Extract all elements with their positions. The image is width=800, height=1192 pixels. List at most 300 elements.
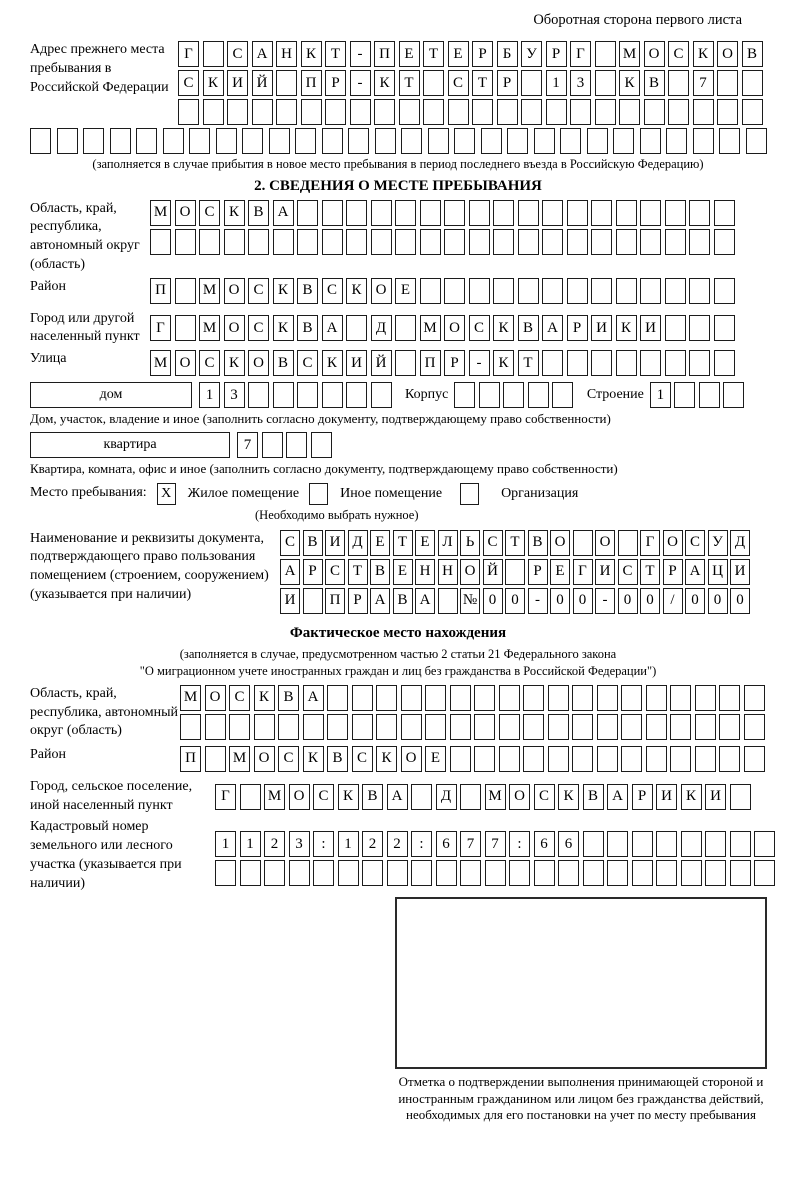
char-box[interactable] [591, 200, 612, 226]
char-box[interactable] [632, 831, 653, 857]
char-box[interactable]: О [289, 784, 310, 810]
char-box[interactable] [714, 350, 735, 376]
char-box[interactable]: Р [303, 559, 323, 585]
char-box[interactable] [621, 714, 642, 740]
char-box[interactable]: П [180, 746, 201, 772]
char-box[interactable] [507, 128, 528, 154]
char-box[interactable] [518, 229, 539, 255]
char-box[interactable] [674, 382, 695, 408]
char-box[interactable] [570, 99, 591, 125]
char-box[interactable]: Г [215, 784, 236, 810]
char-box[interactable] [742, 99, 763, 125]
char-box[interactable]: Д [436, 784, 457, 810]
char-box[interactable] [632, 860, 653, 886]
char-box[interactable]: 1 [650, 382, 671, 408]
char-box[interactable]: О [205, 685, 226, 711]
char-box[interactable]: : [411, 831, 432, 857]
char-box[interactable] [719, 714, 740, 740]
char-box[interactable] [723, 382, 744, 408]
char-box[interactable]: Р [632, 784, 653, 810]
char-box[interactable] [395, 229, 416, 255]
house-label-box[interactable]: дом [30, 382, 192, 408]
char-box[interactable]: О [401, 746, 422, 772]
char-box[interactable] [689, 315, 710, 341]
char-box[interactable] [420, 229, 441, 255]
char-box[interactable]: 0 [708, 588, 728, 614]
char-box[interactable]: Д [348, 530, 368, 556]
char-box[interactable] [189, 128, 210, 154]
char-box[interactable]: А [280, 559, 300, 585]
char-box[interactable]: П [420, 350, 441, 376]
char-box[interactable] [499, 685, 520, 711]
char-box[interactable] [136, 128, 157, 154]
char-box[interactable]: К [374, 70, 395, 96]
char-box[interactable]: К [346, 278, 367, 304]
char-box[interactable]: С [618, 559, 638, 585]
char-box[interactable] [523, 685, 544, 711]
char-box[interactable] [591, 278, 612, 304]
char-box[interactable]: И [346, 350, 367, 376]
char-box[interactable] [528, 382, 549, 408]
char-box[interactable] [327, 685, 348, 711]
char-box[interactable] [248, 229, 269, 255]
char-box[interactable]: Р [663, 559, 683, 585]
char-box[interactable] [619, 99, 640, 125]
char-box[interactable] [730, 831, 751, 857]
char-box[interactable] [558, 860, 579, 886]
organization-checkbox[interactable] [460, 483, 479, 505]
char-box[interactable]: К [558, 784, 579, 810]
char-box[interactable] [730, 784, 751, 810]
char-box[interactable]: Е [550, 559, 570, 585]
char-box[interactable] [450, 746, 471, 772]
char-box[interactable]: С [248, 315, 269, 341]
char-box[interactable]: Р [325, 70, 346, 96]
char-box[interactable] [203, 41, 224, 67]
char-box[interactable]: 3 [289, 831, 310, 857]
char-box[interactable]: 1 [546, 70, 567, 96]
char-box[interactable] [423, 70, 444, 96]
char-box[interactable]: С [483, 530, 503, 556]
char-box[interactable] [730, 860, 751, 886]
char-box[interactable]: В [303, 530, 323, 556]
char-box[interactable]: Д [730, 530, 750, 556]
char-box[interactable] [297, 200, 318, 226]
char-box[interactable] [714, 200, 735, 226]
char-box[interactable]: 6 [558, 831, 579, 857]
char-box[interactable] [399, 99, 420, 125]
char-box[interactable] [411, 860, 432, 886]
char-box[interactable]: О [248, 350, 269, 376]
char-box[interactable] [754, 831, 775, 857]
char-box[interactable]: В [393, 588, 413, 614]
char-box[interactable] [276, 70, 297, 96]
char-box[interactable] [640, 350, 661, 376]
char-box[interactable]: 6 [534, 831, 555, 857]
char-box[interactable]: № [460, 588, 480, 614]
char-box[interactable]: О [460, 559, 480, 585]
char-box[interactable] [560, 128, 581, 154]
char-box[interactable]: О [175, 200, 196, 226]
char-box[interactable] [523, 746, 544, 772]
char-box[interactable] [640, 128, 661, 154]
char-box[interactable] [262, 432, 283, 458]
char-box[interactable] [450, 714, 471, 740]
char-box[interactable] [199, 229, 220, 255]
char-box[interactable] [744, 714, 765, 740]
char-box[interactable] [521, 99, 542, 125]
char-box[interactable]: С [227, 41, 248, 67]
char-box[interactable]: К [224, 200, 245, 226]
char-box[interactable]: Т [393, 530, 413, 556]
char-box[interactable] [613, 128, 634, 154]
char-box[interactable]: Р [472, 41, 493, 67]
char-box[interactable]: В [297, 315, 318, 341]
char-box[interactable] [346, 200, 367, 226]
char-box[interactable] [666, 128, 687, 154]
char-box[interactable] [376, 685, 397, 711]
char-box[interactable]: 7 [485, 831, 506, 857]
char-box[interactable]: - [350, 41, 371, 67]
char-box[interactable]: Й [371, 350, 392, 376]
char-box[interactable] [572, 746, 593, 772]
char-box[interactable] [395, 350, 416, 376]
char-box[interactable] [269, 128, 290, 154]
char-box[interactable]: М [619, 41, 640, 67]
char-box[interactable]: К [493, 315, 514, 341]
char-box[interactable] [618, 530, 638, 556]
char-box[interactable]: А [273, 200, 294, 226]
char-box[interactable] [425, 685, 446, 711]
char-box[interactable] [311, 432, 332, 458]
char-box[interactable]: М [180, 685, 201, 711]
char-box[interactable] [595, 41, 616, 67]
char-box[interactable] [423, 99, 444, 125]
char-box[interactable] [665, 315, 686, 341]
char-box[interactable] [474, 746, 495, 772]
char-box[interactable] [450, 685, 471, 711]
char-box[interactable]: В [583, 784, 604, 810]
char-box[interactable] [163, 128, 184, 154]
char-box[interactable]: И [705, 784, 726, 810]
char-box[interactable]: Г [640, 530, 660, 556]
char-box[interactable] [295, 128, 316, 154]
char-box[interactable] [286, 432, 307, 458]
char-box[interactable] [719, 746, 740, 772]
char-box[interactable] [371, 382, 392, 408]
char-box[interactable]: Т [348, 559, 368, 585]
char-box[interactable] [387, 860, 408, 886]
char-box[interactable] [546, 99, 567, 125]
char-box[interactable]: О [717, 41, 738, 67]
char-box[interactable]: - [528, 588, 548, 614]
char-box[interactable]: А [322, 315, 343, 341]
char-box[interactable]: К [338, 784, 359, 810]
char-box[interactable] [573, 530, 593, 556]
char-box[interactable] [621, 685, 642, 711]
char-box[interactable]: А [685, 559, 705, 585]
char-box[interactable] [425, 714, 446, 740]
char-box[interactable] [616, 229, 637, 255]
char-box[interactable] [469, 278, 490, 304]
char-box[interactable]: Р [444, 350, 465, 376]
char-box[interactable] [444, 229, 465, 255]
char-box[interactable] [346, 382, 367, 408]
char-box[interactable] [479, 382, 500, 408]
char-box[interactable]: П [325, 588, 345, 614]
char-box[interactable] [665, 350, 686, 376]
char-box[interactable] [534, 860, 555, 886]
char-box[interactable] [297, 382, 318, 408]
char-box[interactable] [401, 685, 422, 711]
char-box[interactable]: Е [448, 41, 469, 67]
char-box[interactable] [395, 315, 416, 341]
char-box[interactable] [325, 99, 346, 125]
char-box[interactable]: В [278, 685, 299, 711]
char-box[interactable]: : [313, 831, 334, 857]
char-box[interactable] [438, 588, 458, 614]
char-box[interactable] [567, 229, 588, 255]
char-box[interactable]: Ц [708, 559, 728, 585]
char-box[interactable]: В [528, 530, 548, 556]
char-box[interactable] [327, 714, 348, 740]
char-box[interactable] [693, 128, 714, 154]
char-box[interactable]: С [448, 70, 469, 96]
char-box[interactable]: М [199, 315, 220, 341]
char-box[interactable] [297, 229, 318, 255]
char-box[interactable] [395, 200, 416, 226]
char-box[interactable] [301, 99, 322, 125]
char-box[interactable]: Е [415, 530, 435, 556]
char-box[interactable] [313, 860, 334, 886]
char-box[interactable]: Т [325, 41, 346, 67]
char-box[interactable]: 0 [573, 588, 593, 614]
char-box[interactable] [203, 99, 224, 125]
char-box[interactable] [350, 99, 371, 125]
char-box[interactable] [374, 99, 395, 125]
char-box[interactable]: С [352, 746, 373, 772]
char-box[interactable]: М [150, 350, 171, 376]
char-box[interactable] [552, 382, 573, 408]
char-box[interactable]: К [203, 70, 224, 96]
char-box[interactable]: М [199, 278, 220, 304]
char-box[interactable]: Е [395, 278, 416, 304]
char-box[interactable] [371, 229, 392, 255]
char-box[interactable]: В [248, 200, 269, 226]
char-box[interactable] [338, 860, 359, 886]
char-box[interactable]: Г [570, 41, 591, 67]
char-box[interactable]: И [640, 315, 661, 341]
char-box[interactable]: А [607, 784, 628, 810]
char-box[interactable]: К [493, 350, 514, 376]
char-box[interactable] [746, 128, 767, 154]
char-box[interactable] [719, 685, 740, 711]
char-box[interactable] [481, 128, 502, 154]
char-box[interactable] [216, 128, 237, 154]
char-box[interactable]: Р [528, 559, 548, 585]
char-box[interactable]: Р [497, 70, 518, 96]
char-box[interactable] [646, 685, 667, 711]
char-box[interactable]: М [264, 784, 285, 810]
char-box[interactable]: О [224, 278, 245, 304]
char-box[interactable] [597, 685, 618, 711]
char-box[interactable] [705, 860, 726, 886]
char-box[interactable]: 2 [362, 831, 383, 857]
char-box[interactable]: Т [423, 41, 444, 67]
char-box[interactable]: - [595, 588, 615, 614]
char-box[interactable] [254, 714, 275, 740]
char-box[interactable] [521, 70, 542, 96]
char-box[interactable]: С [322, 278, 343, 304]
char-box[interactable]: Б [497, 41, 518, 67]
char-box[interactable]: Ь [460, 530, 480, 556]
char-box[interactable]: 2 [387, 831, 408, 857]
char-box[interactable]: А [415, 588, 435, 614]
char-box[interactable]: М [150, 200, 171, 226]
char-box[interactable]: К [224, 350, 245, 376]
char-box[interactable]: 0 [640, 588, 660, 614]
char-box[interactable] [640, 200, 661, 226]
char-box[interactable] [322, 229, 343, 255]
char-box[interactable]: 0 [618, 588, 638, 614]
char-box[interactable]: В [273, 350, 294, 376]
char-box[interactable] [607, 831, 628, 857]
char-box[interactable]: Н [438, 559, 458, 585]
char-box[interactable] [278, 714, 299, 740]
char-box[interactable]: С [469, 315, 490, 341]
char-box[interactable]: А [542, 315, 563, 341]
char-box[interactable] [460, 784, 481, 810]
char-box[interactable]: Е [399, 41, 420, 67]
char-box[interactable]: С [178, 70, 199, 96]
char-box[interactable] [744, 685, 765, 711]
char-box[interactable]: С [278, 746, 299, 772]
char-box[interactable] [205, 714, 226, 740]
char-box[interactable] [205, 746, 226, 772]
char-box[interactable] [693, 99, 714, 125]
char-box[interactable] [587, 128, 608, 154]
char-box[interactable] [668, 70, 689, 96]
char-box[interactable]: Т [472, 70, 493, 96]
char-box[interactable] [420, 278, 441, 304]
char-box[interactable]: П [150, 278, 171, 304]
char-box[interactable]: И [325, 530, 345, 556]
char-box[interactable] [665, 229, 686, 255]
char-box[interactable]: 1 [215, 831, 236, 857]
char-box[interactable] [420, 200, 441, 226]
char-box[interactable]: О [663, 530, 683, 556]
char-box[interactable] [597, 746, 618, 772]
char-box[interactable] [352, 714, 373, 740]
char-box[interactable]: А [370, 588, 390, 614]
char-box[interactable] [30, 128, 51, 154]
char-box[interactable] [454, 128, 475, 154]
char-box[interactable] [469, 200, 490, 226]
char-box[interactable]: О [595, 530, 615, 556]
char-box[interactable] [264, 860, 285, 886]
char-box[interactable] [150, 229, 171, 255]
char-box[interactable]: А [252, 41, 273, 67]
char-box[interactable] [665, 278, 686, 304]
char-box[interactable] [273, 382, 294, 408]
char-box[interactable] [616, 200, 637, 226]
char-box[interactable]: 0 [505, 588, 525, 614]
char-box[interactable]: В [742, 41, 763, 67]
char-box[interactable] [689, 200, 710, 226]
char-box[interactable]: И [591, 315, 612, 341]
char-box[interactable]: 6 [436, 831, 457, 857]
char-box[interactable]: С [313, 784, 334, 810]
char-box[interactable]: Р [348, 588, 368, 614]
char-box[interactable] [548, 714, 569, 740]
char-box[interactable] [242, 128, 263, 154]
char-box[interactable] [444, 278, 465, 304]
char-box[interactable] [454, 382, 475, 408]
char-box[interactable] [57, 128, 78, 154]
char-box[interactable]: Л [438, 530, 458, 556]
char-box[interactable] [485, 860, 506, 886]
char-box[interactable] [474, 714, 495, 740]
char-box[interactable]: К [681, 784, 702, 810]
char-box[interactable]: 2 [264, 831, 285, 857]
char-box[interactable]: Г [150, 315, 171, 341]
char-box[interactable] [681, 860, 702, 886]
char-box[interactable] [689, 278, 710, 304]
char-box[interactable] [401, 714, 422, 740]
char-box[interactable]: В [518, 315, 539, 341]
char-box[interactable]: К [616, 315, 637, 341]
char-box[interactable] [180, 714, 201, 740]
char-box[interactable] [252, 99, 273, 125]
char-box[interactable] [229, 714, 250, 740]
char-box[interactable]: Д [371, 315, 392, 341]
char-box[interactable]: М [229, 746, 250, 772]
char-box[interactable]: О [224, 315, 245, 341]
char-box[interactable] [376, 714, 397, 740]
char-box[interactable]: Е [425, 746, 446, 772]
char-box[interactable] [616, 350, 637, 376]
char-box[interactable]: С [229, 685, 250, 711]
char-box[interactable]: С [280, 530, 300, 556]
char-box[interactable] [695, 714, 716, 740]
char-box[interactable] [346, 229, 367, 255]
char-box[interactable] [240, 784, 261, 810]
char-box[interactable] [375, 128, 396, 154]
char-box[interactable] [110, 128, 131, 154]
char-box[interactable] [548, 746, 569, 772]
char-box[interactable] [401, 128, 422, 154]
char-box[interactable] [83, 128, 104, 154]
char-box[interactable] [640, 278, 661, 304]
char-box[interactable] [493, 278, 514, 304]
char-box[interactable]: К [273, 278, 294, 304]
char-box[interactable] [542, 350, 563, 376]
char-box[interactable]: 1 [240, 831, 261, 857]
char-box[interactable]: И [595, 559, 615, 585]
char-box[interactable] [616, 278, 637, 304]
char-box[interactable] [505, 559, 525, 585]
char-box[interactable] [273, 229, 294, 255]
char-box[interactable] [646, 746, 667, 772]
char-box[interactable] [469, 229, 490, 255]
char-box[interactable] [640, 229, 661, 255]
char-box[interactable]: Т [505, 530, 525, 556]
char-box[interactable] [303, 714, 324, 740]
char-box[interactable] [744, 746, 765, 772]
char-box[interactable]: Н [415, 559, 435, 585]
char-box[interactable]: О [550, 530, 570, 556]
char-box[interactable]: П [301, 70, 322, 96]
